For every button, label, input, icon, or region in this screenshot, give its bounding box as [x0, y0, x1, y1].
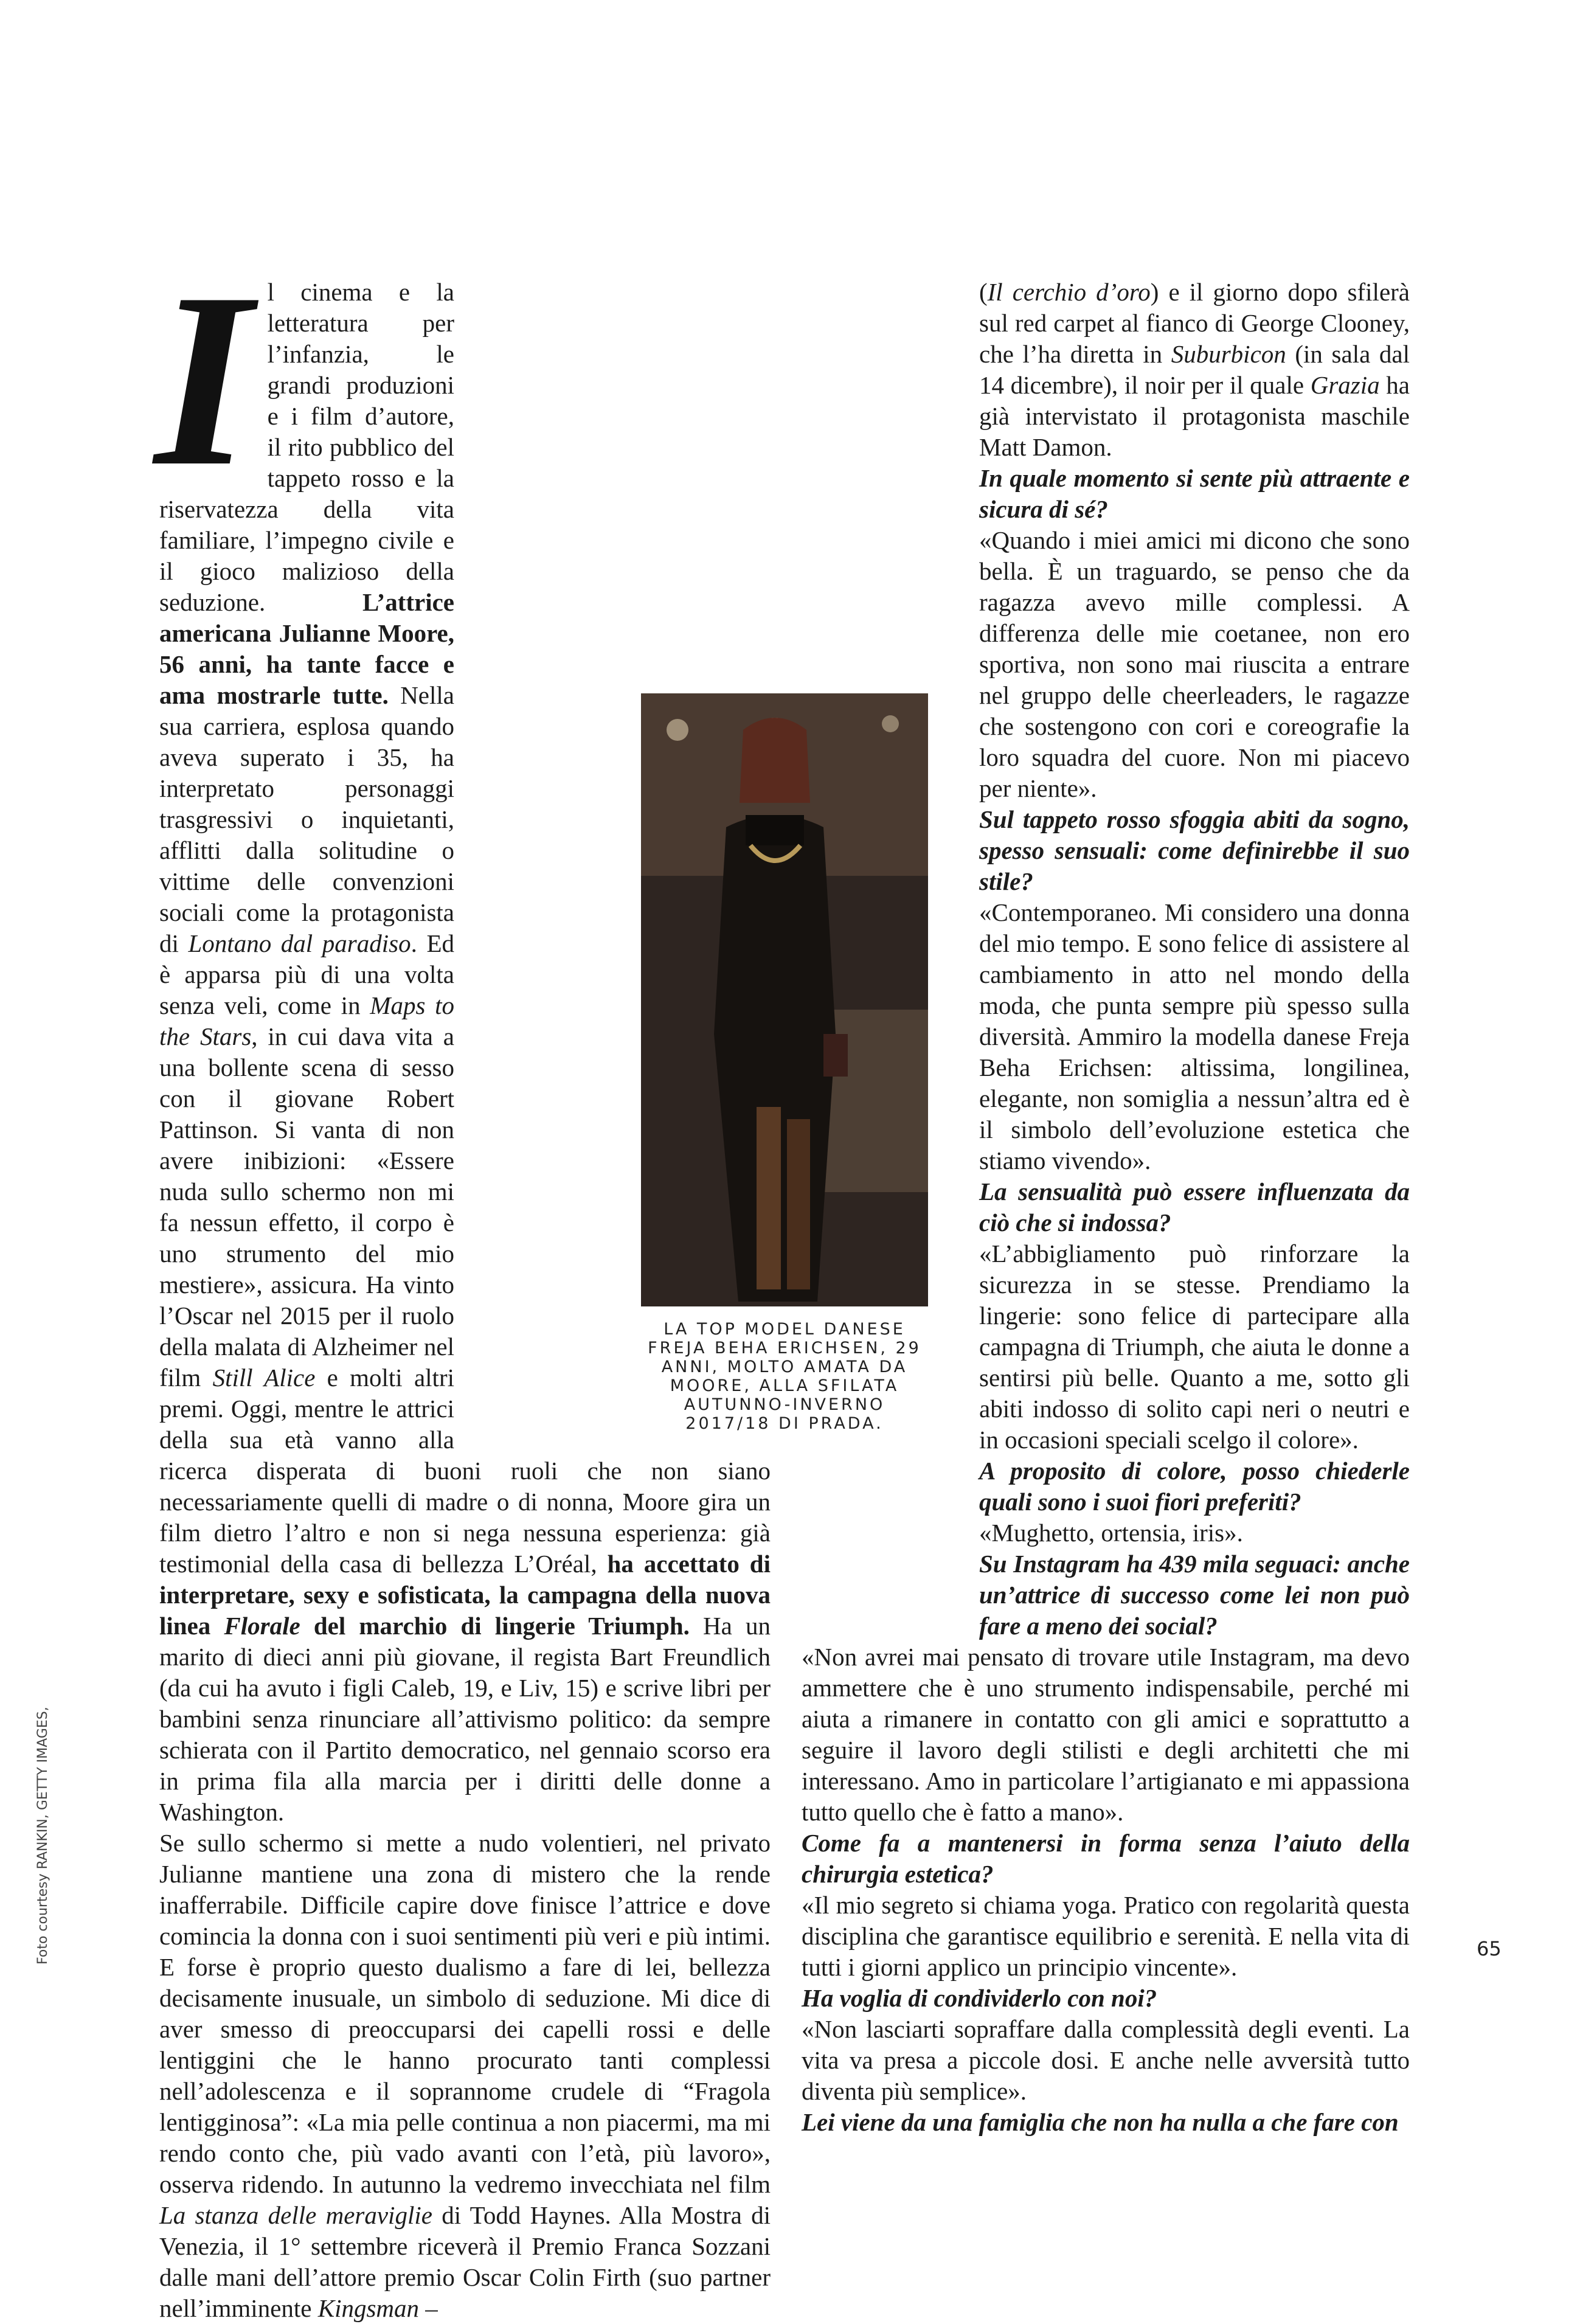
interview-answer: «Il mio segreto si chiama yoga. Pratico con regolarità questa disciplina che garantisce equilibrio e serenità. E nella vita di tutti i giorni applico un principio vincente». [802, 1891, 1410, 1981]
interview-answer: «Non lasciarti sopraffare dalla complessità degli eventi. La vita va presa a piccole dosi. E anche nelle avversità tutto diventa più semplice». [802, 2015, 1410, 2105]
interview-question: Come fa a mantenersi in forma senza l’aiuto della chirurgia estetica? [802, 1829, 1410, 1888]
photo-credit: Foto courtesy RANKIN, GETTY IMAGES, [35, 1707, 50, 1965]
runway-photo [641, 693, 928, 1306]
interview-answer: «Mughetto, ortensia, iris». [979, 1519, 1243, 1547]
interview-question: Ha voglia di condividerlo con noi? [802, 1984, 1157, 2012]
interview-question: Lei viene da una famiglia che non ha nulla a che fare con [802, 2108, 1399, 2136]
interview-question: La sensualità può essere influenzata da ciò che si indossa? [979, 1178, 1410, 1237]
interview-answer: «Quando i miei amici mi dicono che sono bella. È un traguardo, se penso che da ragazza avevo mille complessi. A differenza delle mie coetanee, non ero sportiva, non sono mai riuscita a entrare nel gruppo delle cheerleaders, le ragazze che sostengono con cori e coreografie la loro squadra del cuore. Non mi piacevo per niente». [979, 526, 1410, 802]
interview-answer: «Non avrei mai pensato di trovare utile Instagram, ma devo ammettere che è uno strumento indispensabile, perché mi aiuta a rimanere in contatto con gli amici e soprattutto a seguire il lavoro degli stilisti e degli architetti che mi interessano. Amo in particolare l’artigianato e mi appassiona tutto quello che è fatto a mano». [802, 1643, 1410, 1826]
photo-caption: LA TOP MODEL DANESE FREJA BEHA ERICHSEN, 29 ANNI, MOLTO AMATA DA MOORE, ALLA SFILATA AUTUNNO-INVERNO 2017/18 DI PRADA. [648, 1320, 921, 1433]
interview-question: Su Instagram ha 439 mila seguaci: anche un’attrice di successo come lei non può fare a meno dei social? [979, 1550, 1410, 1640]
model-illustration [641, 693, 928, 1306]
interview-question: Sul tappeto rosso sfoggia abiti da sogno, spesso sensuali: come definirebbe il suo stile? [979, 805, 1410, 895]
interview-answer: «L’abbigliamento può rinforzare la sicurezza in se stesse. Prendiamo la lingerie: sono felice di partecipare alla campagna di Triumph, che aiuta le donne a sentirsi più belle. Quanto a me, sotto gli abiti indosso di solito capi neri o neutri e in occasioni speciali scelgo il colore». [979, 1240, 1410, 1454]
page-number: 65 [1477, 1937, 1502, 1960]
body-paragraph-continued: (Il cerchio d’oro) e il giorno dopo sfilerà sul red carpet al fianco di George Clooney, che l’ha diretta in Suburbicon (in sala dal 14 dicembre), il noir per il quale Grazia ha già intervistato il protagonista maschile Matt Damon. [979, 278, 1410, 461]
drop-cap: I [154, 241, 252, 518]
body-paragraph-2: Se sullo schermo si mette a nudo volentieri, nel privato Julianne mantiene una zona di mistero che la rende inafferrabile. Difficile capire dove finisce l’attrice e dove comincia la donna con i suoi sentimenti più veri e più intimi. E forse è proprio questo dualismo a fare di lei, bellezza decisamente inusuale, un simbolo di seduzione. Mi dice di aver smesso di preoccuparsi dei capelli rossi e delle lentiggini che le hanno procurato tanti complessi nell’adolescenza e il soprannome crudele di “Fragola lentigginosa”: «La mia pelle continua a non piacermi, ma mi rendo conto che, più vado avanti con l’età, più lavoro», osserva ridendo. In autunno la vedremo invecchiata nel film La stanza delle meraviglie di Todd Haynes. Alla Mostra di Venezia, il 1° settembre riceverà il Premio Franca Sozzani dalle mani dell’attore premio Oscar Colin Firth (suo partner nell’imminente Kingsman – [159, 1829, 771, 2322]
body-paragraph-1: l cinema e la letteratura per l’infanzia, le grandi produzioni e i film d’autore, il rito pubblico del tappeto rosso e la riservatezza della vita familiare, l’impegno civile e il gioco malizioso della seduzione. L’attrice americana Julianne Moore, 56 anni, ha tante facce e ama mostrarle tutte. Nella sua carriera, esplosa quando aveva superato i 35, ha interpretato personaggi trasgressivi o inquietanti, afflitti dalla solitudine o vittime delle convenzioni sociali come la protagonista di Lontano dal paradiso. Ed è apparsa più di una volta senza veli, come in Maps to the Stars, in cui dava vita a una bollente scena di sesso con il giovane Robert Pattinson. Si vanta di non avere inibizioni: «Essere nuda sullo schermo non mi fa nessun effetto, il corpo è uno strumento del mio mestiere», assicura. Ha vinto l’Oscar nel 2015 per il ruolo della malata di Alzheimer nel film Still Alice e molti altri premi. Oggi, mentre le attrici della sua età vanno alla ricerca disperata di buoni ruoli che non siano necessariamente quelli di madre o di nonna, Moore gira un film dietro l’altro e non si nega nessuna esperienza: già testimonial della casa di bellezza L’Oréal, ha accettato di interpretare, sexy e sofisticata, la campagna della nuova linea Florale del marchio di lingerie Triumph. Ha un marito di dieci anni più giovane, il regista Bart Freundlich (da cui ha avuto i figli Caleb, 19, e Liv, 15) e scrive libri per bambini senza rinunciare all’attivismo politico: da sempre schierata con il Partito democratico, nel gennaio scorso era in prima fila alla marcia per i diritti delle donne a Washington. [159, 278, 771, 1826]
interview-question: A proposito di colore, posso chiederle quali sono i suoi fiori preferiti? [979, 1457, 1410, 1516]
interview-question: In quale momento si sente più attraente e sicura di sé? [979, 464, 1410, 523]
interview-answer: «Contemporaneo. Mi considero una donna del mio tempo. E sono felice di assistere al cambiamento in atto nel mondo della moda, che punta sempre più spesso sulla diversità. Ammiro la modella danese Freja Beha Erichsen: altissima, longilinea, elegante, non somiglia a nessun’altra ed è il simbolo dell’evoluzione estetica che stiamo vivendo». [979, 898, 1410, 1174]
